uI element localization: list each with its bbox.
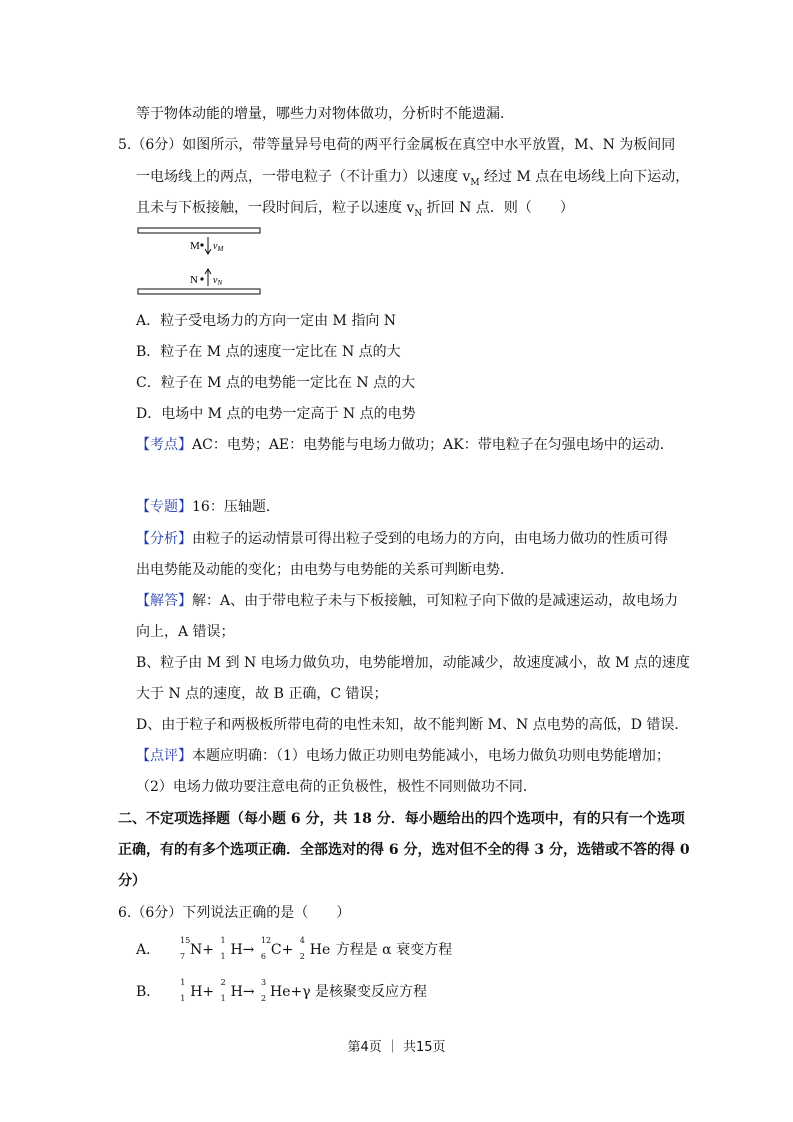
question-6-option-a: A． 15 7 N+ 1 1 H→ 12 6 C+ 4 2 He 方程是 α 衰变方程 (136, 936, 453, 961)
n-point (200, 277, 203, 280)
comment-line2: （2）电场力做功要注意电荷的正负极性，极性不同则做功不同． (136, 779, 537, 795)
solution-line3: B、粒子由 M 到 N 电场力做负功，电势能增加，动能减少，故速度减小，故 M 点的速度 (136, 655, 690, 671)
vn-sub: N (217, 279, 223, 287)
capacitor-figure (136, 226, 266, 298)
nuclide-h2: 2 1 H→ (220, 978, 255, 1003)
upper-plate (138, 228, 260, 233)
knowledge-point-tag: 【考点】 (136, 437, 192, 453)
section-2-heading: 二、不定项选择题（每小题 6 分，共 18 分．每小题给出的四个选项中，有的只有一个选项 (118, 811, 685, 827)
vm-sub: M (217, 245, 224, 253)
analysis-tag: 【分析】 (136, 531, 192, 547)
nuclide-c12: 12 6 C+ (260, 936, 294, 961)
question-6-stem: 6.（6分）下列说法正确的是（ ） (118, 905, 351, 921)
nuclide-h1: 1 1 H+ (180, 978, 215, 1003)
option-a: A．粒子受电场力的方向一定由 M 指向 N (136, 313, 397, 329)
question-5-stem-line3: 且未与下板接触，一段时间后，粒子以速度 $v_N$ 折回 N 点．则（ ） (136, 200, 574, 219)
lower-plate (138, 289, 260, 294)
solution-line5: D、由于粒子和两极板所带电荷的电性未知，故不能判断 M、N 点电势的高低，D 错误． (136, 717, 689, 733)
knowledge-point: 【考点】AC：电势；AE：电势能与电场力做功；AK：带电粒子在匀强电场中的运动． (136, 437, 674, 453)
m-point-label: M (190, 240, 200, 252)
solution-line4: 大于 N 点的速度，故 B 正确，C 错误； (136, 686, 388, 702)
svg-text:vM (213, 241, 224, 253)
vn-label: v (213, 275, 218, 286)
section-2-heading-line2: 正确，有的有多个选项正确．全部选对的得 6 分，选对但不全的得 3 分，选错或不答的得 0 (118, 842, 690, 858)
comment: 【点评】本题应明确：（1）电场力做正功则电势能减小，电场力做负功则电势能增加； (136, 748, 670, 764)
nuclide-h1: 1 1 H→ (220, 936, 255, 961)
text-line: 等于物体动能的增量，哪些力对物体做功，分析时不能遗漏． (136, 106, 514, 122)
section-2-heading-line3: 分） (118, 873, 146, 889)
topic-tag: 【专题】 (136, 499, 192, 515)
analysis-line2: 出电势能及动能的变化；由电势与电势能的关系可判断电势． (136, 562, 514, 578)
question-5-stem: 5.（6分）如图所示，带等量异号电荷的两平行金属板在真空中水平放置，M、N 为板间同 (118, 137, 676, 153)
analysis: 【分析】由粒子的运动情景可得出粒子受到的电场力的方向，由电场力做功的性质可得 (136, 531, 668, 547)
solution-line2: 向上，A 错误； (136, 624, 235, 640)
page-footer: 第4页 ｜ 共15页 (347, 1040, 446, 1055)
option-b: B．粒子在 M 点的速度一定比在 N 点的大 (136, 344, 401, 360)
question-6-option-b: B． 1 1 H+ 2 1 H→ 3 2 He+γ 是核聚变反应方程 (136, 978, 428, 1003)
nuclide-n15: 15 7 N+ (180, 936, 215, 961)
option-c: C．粒子在 M 点的电势能一定比在 N 点的大 (136, 375, 416, 391)
svg-text:vN (213, 275, 222, 287)
option-d: D．电场中 M 点的电势一定高于 N 点的电势 (136, 406, 416, 422)
topic: 【专题】16：压轴题． (136, 499, 280, 515)
vm-label: v (213, 241, 218, 252)
nuclide-he4: 4 2 He (299, 936, 331, 961)
solution: 【解答】解：A、由于带电粒子未与下板接触，可知粒子向下做的是减速运动，故电场力 (136, 593, 679, 609)
solution-tag: 【解答】 (136, 593, 192, 609)
nuclide-he3: 3 2 (261, 978, 267, 1003)
question-5-stem-line2: 一电场线上的两点，一带电粒子（不计重力）以速度 $v_M$ 经过 M 点在电场线上向下运动， (136, 169, 690, 188)
n-point-label: N (190, 274, 198, 286)
comment-tag: 【点评】 (136, 748, 192, 764)
m-point (200, 243, 203, 246)
